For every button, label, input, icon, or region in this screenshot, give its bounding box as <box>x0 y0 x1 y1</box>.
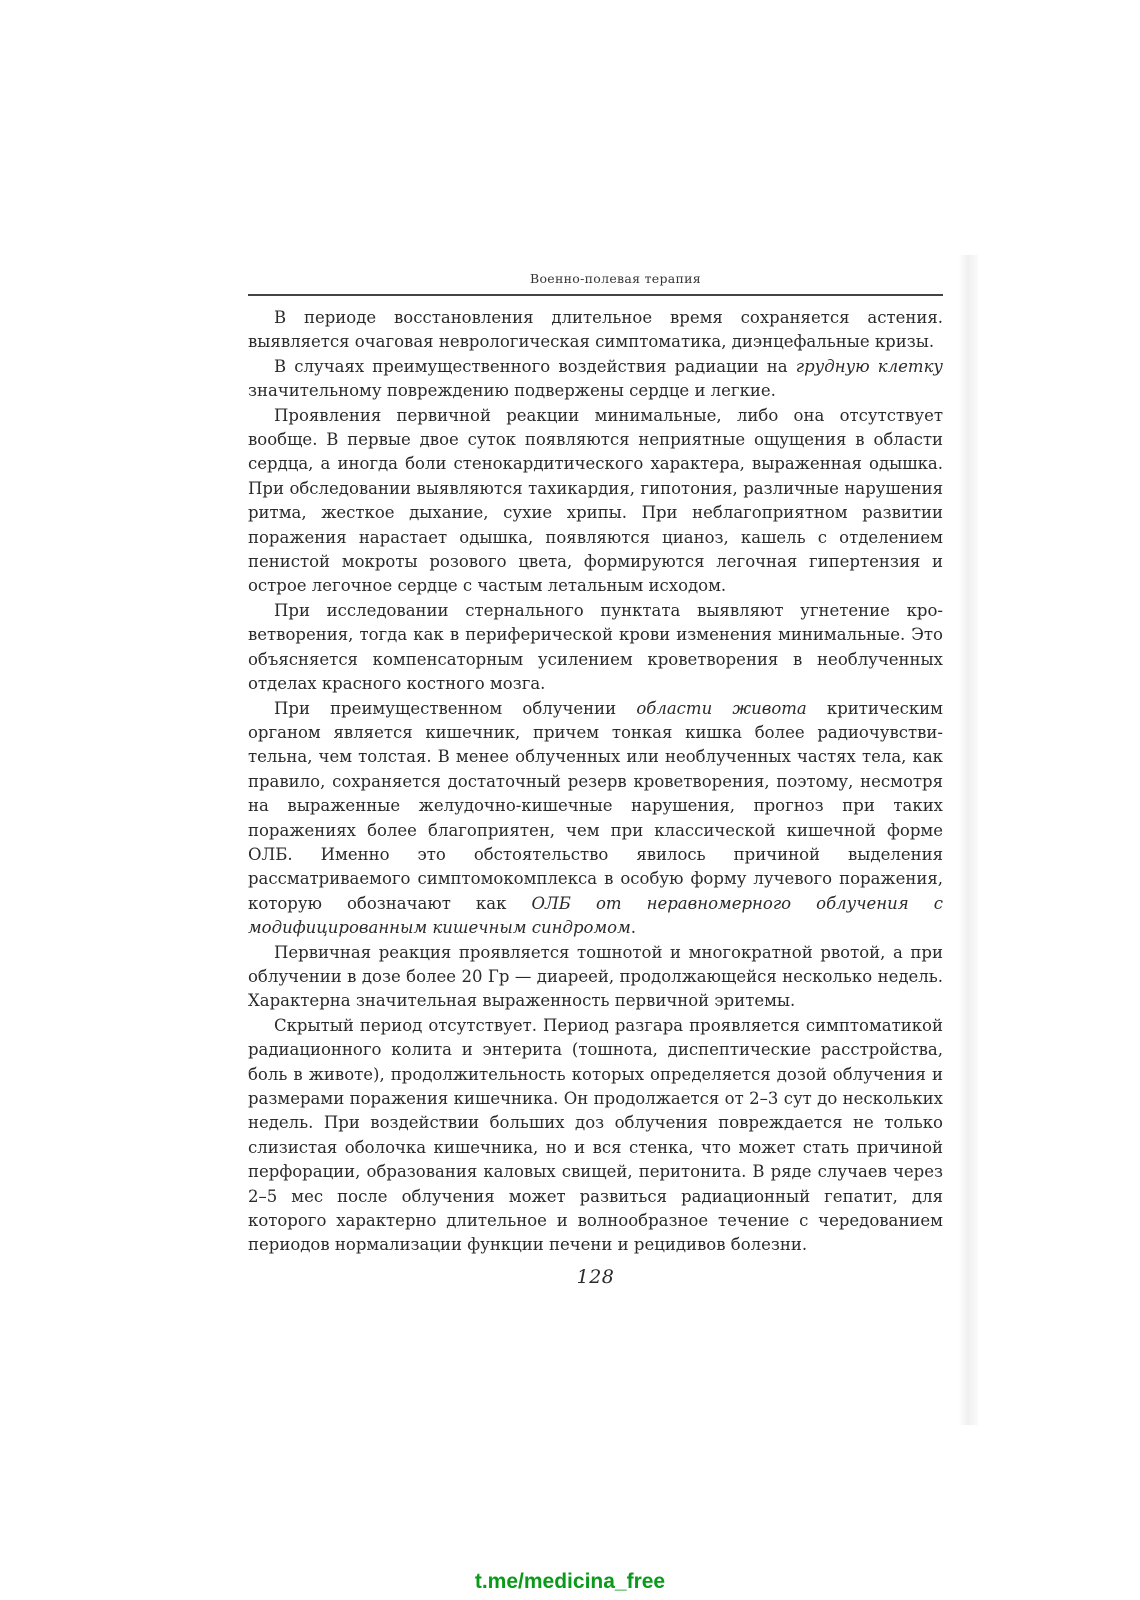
paragraph <box>248 1014 943 1258</box>
paragraph <box>248 355 943 404</box>
paragraph <box>248 306 943 355</box>
italic-term: области живота <box>636 698 807 718</box>
page-gutter-shadow <box>958 255 978 1425</box>
text-run: При преимущественном облучении <box>274 698 637 718</box>
text-run: В периоде восстановления длительное время сохраняется астения. выявляется очаговая неврологическая симптоматика, диэнцефальные кризы. <box>248 308 943 352</box>
book-page <box>248 270 943 1288</box>
text-run: Первичная реакция проявляется тошнотой и многократной рвотой, а при облучении в дозе более 20 Гр — диареей, продолжающейся несколько недель. Характерна значительная выраженность первичной эритемы. <box>248 942 943 1011</box>
text-run: Скрытый период отсутствует. Период разгара проявляется симптоматикой радиационного колита и энтерита (тошнота, диспептические расстройства, боль в животе), продолжительность которых определяется дозой облучения и размерами поражения кишечника. Он продолжается от 2–3 сут до нескольких недель. При воздействии больших доз облучения повреждается не только слизистая оболочка кишечника, но и вся стенка, что может стать причиной перфорации, образования каловых свищей, перитонита. В ряде случаев через 2–5 мес после облучения может развиться радиационный гепатит, для которого характерно длительное и волнообразное течение с чередованием периодов нормализации функции печени и рецидивов болезни. <box>248 1015 943 1255</box>
text-run: При исследовании стернального пунктата выявляют угнетение кроветворения, тогда как в периферической крови изменения минимальные. Это объясняется компенсаторным усилением кроветворения в необлученных отделах красного костного мозга. <box>248 600 943 694</box>
text-run: значительному повреждению подвержены сердце и легкие. <box>248 381 776 401</box>
text-run: критическим органом является кишечник, причем тонкая кишка более радиочувствительна, чем толстая. В менее облученных или необлученных частях тела, как правило, сохраняется достаточный резерв кроветворения, поэтому, несмотря на выраженные желудочно-кишечные нарушения, прогноз при таких поражениях более благоприятен, чем при классической кишечной форме ОЛБ. Именно это обстоятельство явилось причиной выделения рассматриваемого симптомокомплекса в особую форму лучевого поражения, которую обозначают как <box>248 698 943 913</box>
body-text <box>248 306 943 1258</box>
text-run: . <box>630 918 637 938</box>
page-number: 128 <box>576 1265 615 1288</box>
paragraph <box>248 697 943 941</box>
italic-term: ОЛБ от неравномерного облучения с модифицированным кишечным синдромом <box>248 893 943 938</box>
text-run: Проявления первичной реакции минимальные, либо она отсутствует вообще. В первые двое суток появляются неприятные ощущения в области сердца, а иногда боли стенокардитического характера, выраженная одышка. При обследовании выявляются тахикардия, гипотония, различные нарушения ритма, жесткое дыхание, сухие хрипы. При неблагоприятном развитии поражения нарастает одышка, появляются цианоз, кашель с отделением пенистой мокроты розового цвета, формируются легочная гипертензия и острое легочное сердце с частым летальным исходом. <box>248 405 943 596</box>
text-run: В случаях преимущественного воздействия радиации на <box>274 356 796 376</box>
paragraph <box>248 404 943 599</box>
watermark-link[interactable]: t.me/medicina_free <box>474 1570 666 1593</box>
paragraph <box>248 941 943 1014</box>
paragraph <box>248 599 943 697</box>
italic-term: грудную клетку <box>795 356 943 376</box>
running-head: Военно-полевая терапия <box>530 271 701 286</box>
header-rule <box>248 294 943 296</box>
